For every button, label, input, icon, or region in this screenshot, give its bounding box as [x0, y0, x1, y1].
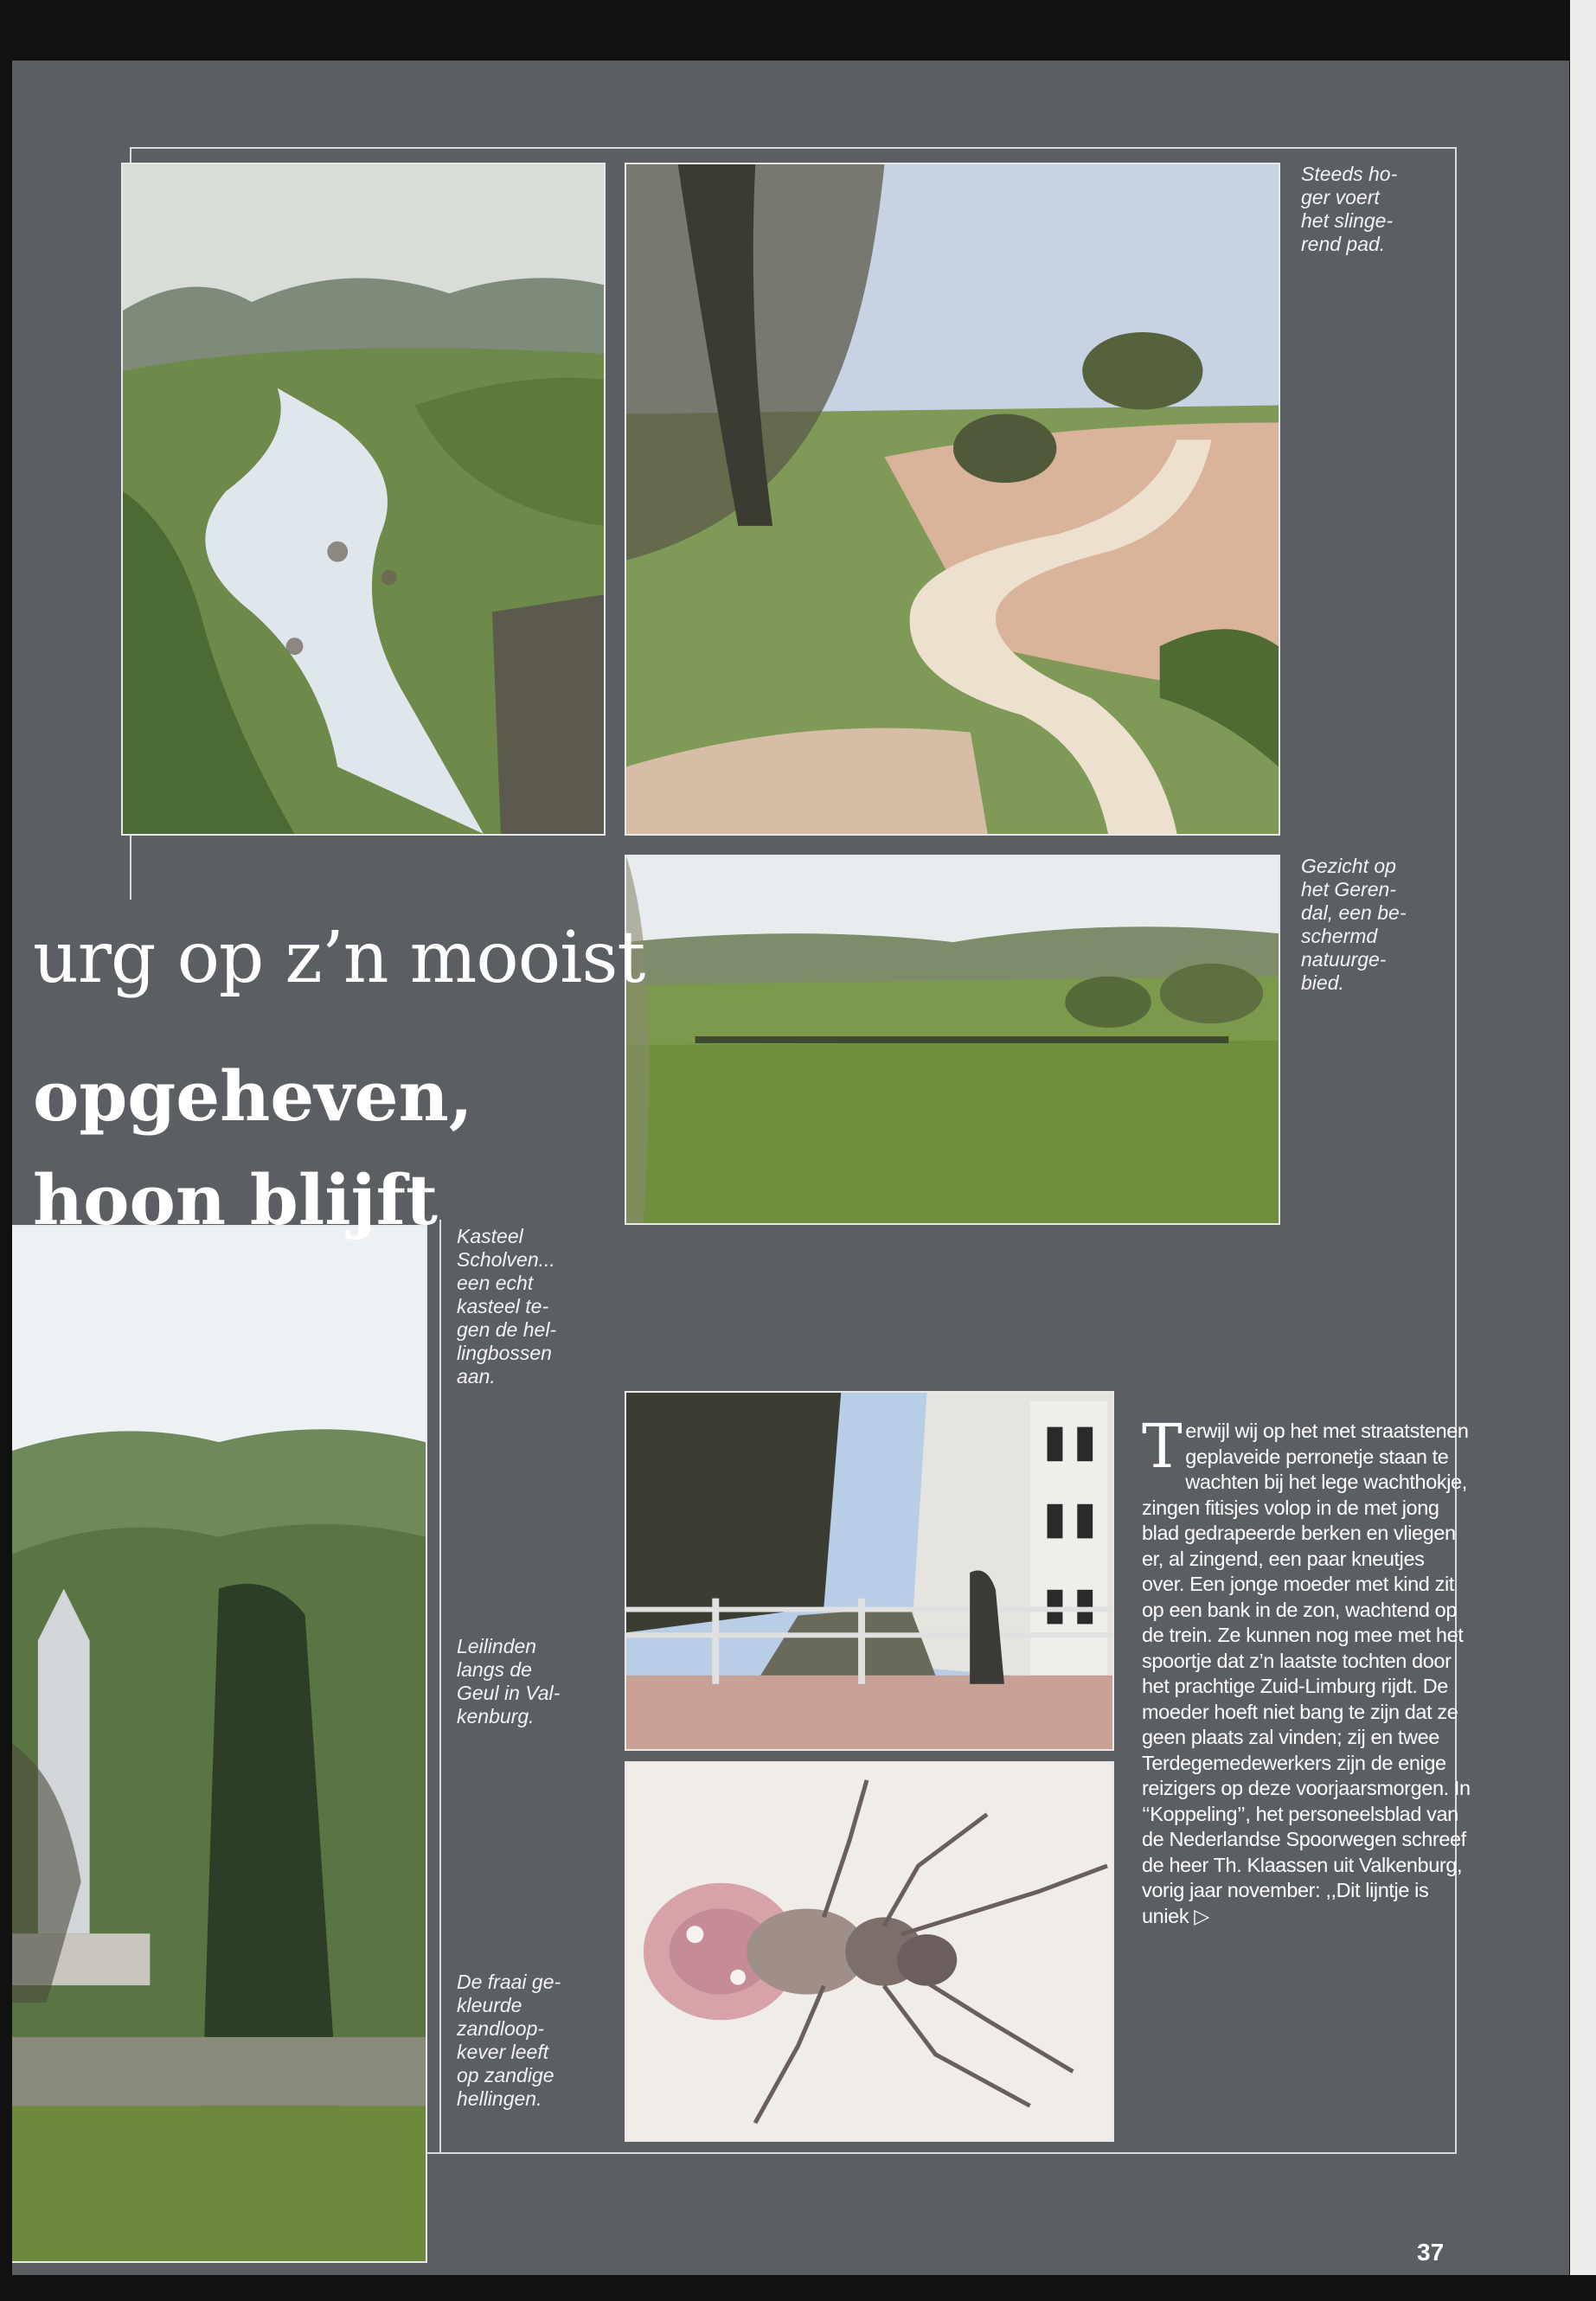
photo-gerendal: [625, 855, 1280, 1225]
photo-kasteel-scholven: [12, 1225, 427, 2263]
caption-kasteel: Kasteel Scholven... een echt kasteel te- gen de hel- lingbossen aan.: [457, 1225, 557, 1388]
photo-leilinden-valkenburg: [625, 1391, 1114, 1751]
page-number: 37: [1417, 2239, 1445, 2266]
magazine-page: [12, 61, 1569, 2275]
scan-edge: [1570, 0, 1596, 2301]
headline-line-2: opgeheven,: [33, 1055, 473, 1137]
frame-line-vertical-middle: [439, 1220, 441, 2154]
headline-line-1: urg op z’n mooist: [33, 917, 645, 999]
caption-winding-path: Steeds ho- ger voert het slinge- rend pad.: [1301, 163, 1398, 255]
photo-winding-path: [625, 163, 1280, 836]
article-body: [1142, 1411, 1471, 1929]
caption-zandloopkever: De fraai ge- kleurde zandloop- kever leeft op zandige hellingen.: [457, 1971, 561, 2110]
bottom-dark-border: [0, 2275, 1596, 2301]
headline-line-3: hoon blijft: [33, 1159, 438, 1240]
photo-zandloopkever: [625, 1761, 1114, 2142]
photo-stream: [121, 163, 606, 836]
top-dark-border: [0, 0, 1596, 61]
caption-leilinden: Leilinden langs de Geul in Val- kenburg.: [457, 1635, 561, 1727]
article-text: erwijl wij op het met straatstenen geplaveide perronetje staan te wachten bij het lege wachthokje, zingen fitisjes volop in de met jong blad gedrapeerde berken en vliegen er, al zingend, een paar kneutjes over. Een jonge moeder met kind zit op een bank in de zon, wachtend op de trein. Ze kunnen nog mee met het spoortje dat z’n laatste tochten door het prachtige Zuid-Limburg rijdt. De moeder hoeft niet bang te zijn dat ze geen plaats zal vinden; zij en twee Terdegemedewerkers zijn de enige reizigers op deze voorjaarsmorgen. In ‘‘Koppeling’’, het personeelsblad van de Nederlandse Spoorwegen schreef de heer Th. Klaassen uit Valkenburg, vorig jaar november: ,,Dit lijntje is uniek ▷: [1142, 1420, 1471, 1927]
caption-gerendal: Gezicht op het Geren- dal, een be- schermd natuurge- bied.: [1301, 855, 1407, 994]
frame-line-top: [130, 147, 1457, 149]
article-dropcap: T: [1142, 1411, 1183, 1482]
